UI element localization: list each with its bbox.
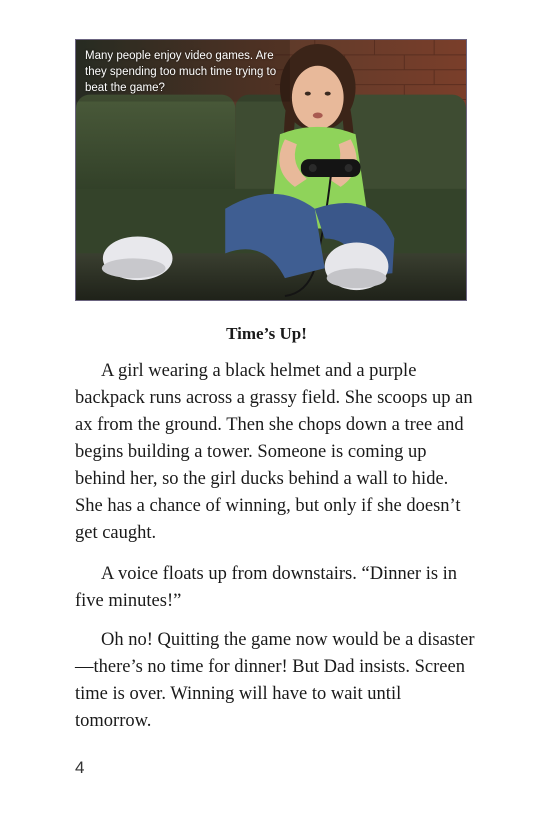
photo-girl-playing-video-game <box>75 39 467 301</box>
section-heading: Time’s Up! <box>226 324 307 343</box>
photo-caption: Many people enjoy video games. Are they spending too much time trying to beat the game? <box>85 50 277 94</box>
page-number: 4 <box>75 758 85 777</box>
paragraph-1: A girl wearing a black helmet and a purple backpack runs across a grassy field. She scoops up an ax from the ground. Then she chops down a tree and begins building a tower. Someone is coming up behind her, so the girl ducks behind a wall to hide. She has a chance of winning, but only if she doesn’t get caught. <box>75 361 473 543</box>
paragraph-2: A voice floats up from downstairs. “Dinner is in five minutes!” <box>75 564 458 611</box>
paragraph-3: Oh no! Quitting the game now would be a disaster—there’s no time for dinner! But Dad insists. Screen time is over. Winning will have to wait until tomorrow. <box>75 630 475 731</box>
